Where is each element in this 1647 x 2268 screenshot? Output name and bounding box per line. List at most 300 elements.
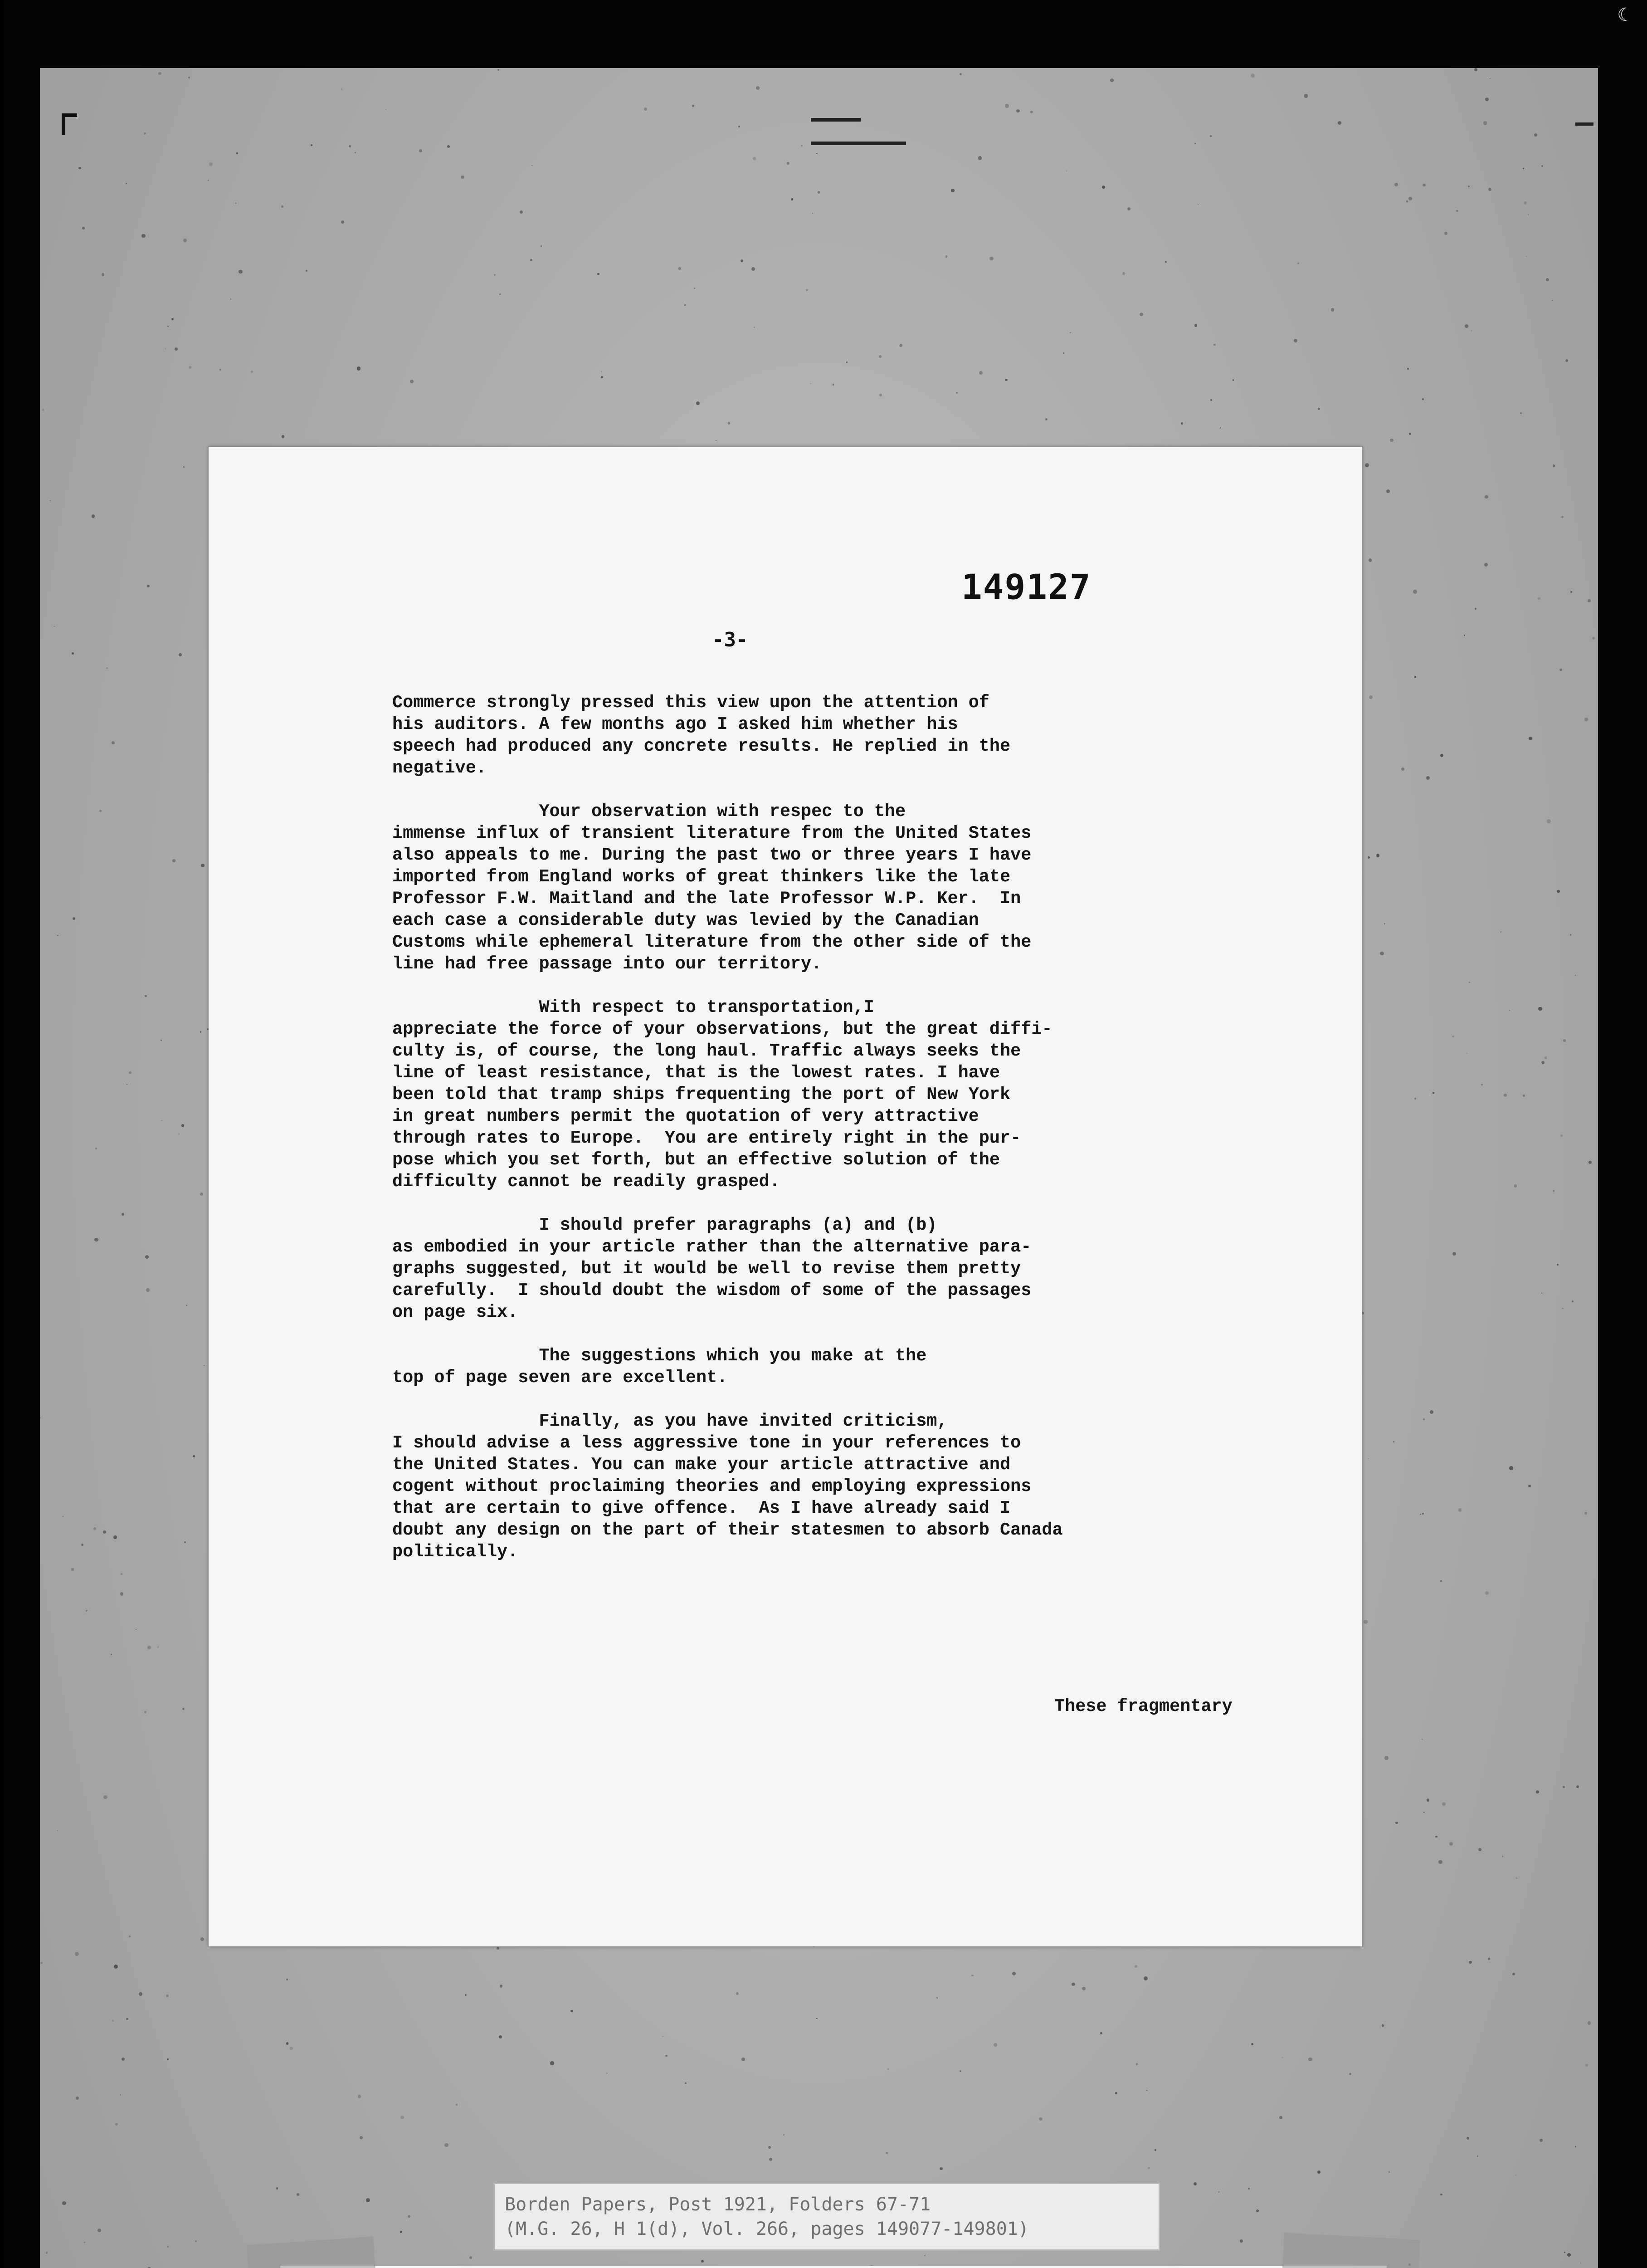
film-speck bbox=[113, 1535, 117, 1539]
film-speck bbox=[141, 234, 145, 238]
film-speck bbox=[1588, 2021, 1591, 2024]
film-speck bbox=[84, 2242, 85, 2243]
film-speck bbox=[1584, 718, 1588, 721]
film-speck bbox=[810, 383, 811, 384]
film-speck bbox=[469, 2256, 472, 2259]
text-line: through rates to Europe. You are entirely right in the pur- bbox=[392, 1128, 1021, 1148]
film-speck bbox=[276, 2187, 278, 2190]
film-speck bbox=[1376, 854, 1380, 857]
film-speck bbox=[1401, 767, 1404, 771]
film-speck bbox=[1414, 676, 1417, 678]
text-line: culty is, of course, the long haul. Traffic always seeks the bbox=[392, 1041, 1021, 1061]
top-registration-marks bbox=[811, 118, 906, 165]
film-speck bbox=[499, 2035, 502, 2038]
text-line: also appeals to me. During the past two or three years I have bbox=[392, 845, 1032, 865]
film-speck bbox=[166, 1994, 169, 1997]
film-speck bbox=[497, 1947, 499, 1949]
text-line: line had free passage into our territory. bbox=[392, 954, 822, 974]
film-speck bbox=[1380, 952, 1384, 955]
film-speck bbox=[183, 239, 187, 242]
film-speck bbox=[685, 2082, 686, 2084]
film-speck bbox=[1559, 669, 1562, 671]
film-speck bbox=[1282, 2057, 1283, 2058]
film-speck bbox=[1561, 516, 1564, 518]
film-speck bbox=[886, 2152, 887, 2154]
film-speck bbox=[1456, 210, 1458, 212]
film-speck bbox=[139, 1992, 142, 1996]
film-speck bbox=[1557, 890, 1559, 893]
film-speck bbox=[1444, 232, 1447, 235]
film-speck bbox=[1368, 1458, 1369, 1459]
film-speck bbox=[1477, 2156, 1478, 2157]
film-speck bbox=[145, 1255, 149, 1259]
film-speck bbox=[741, 259, 743, 262]
film-speck bbox=[494, 274, 496, 276]
film-speck bbox=[306, 270, 307, 272]
film-speck bbox=[73, 917, 75, 920]
film-speck bbox=[1440, 754, 1443, 757]
film-speck bbox=[167, 2058, 169, 2060]
film-speck bbox=[1552, 300, 1553, 301]
film-speck bbox=[120, 2094, 121, 2095]
film-speck bbox=[1072, 1983, 1075, 1986]
citation-line: Borden Papers, Post 1921, Folders 67-71 bbox=[505, 2194, 931, 2215]
film-speck bbox=[499, 293, 501, 295]
film-speck bbox=[1553, 464, 1555, 467]
film-speck bbox=[1526, 256, 1527, 257]
film-speck bbox=[360, 2136, 363, 2139]
film-speck bbox=[1430, 1410, 1433, 1414]
film-speck bbox=[1005, 379, 1007, 381]
film-speck bbox=[82, 227, 85, 230]
film-speck bbox=[236, 152, 238, 155]
film-speck bbox=[103, 1530, 106, 1533]
film-speck bbox=[1485, 495, 1488, 499]
film-speck bbox=[57, 1830, 58, 1831]
film-speck bbox=[1140, 313, 1143, 316]
film-speck bbox=[1422, 1513, 1424, 1515]
film-speck bbox=[408, 2215, 410, 2218]
film-speck bbox=[200, 1937, 204, 1941]
film-speck bbox=[1570, 591, 1572, 593]
film-speck bbox=[1368, 856, 1370, 859]
paragraph bbox=[392, 1214, 1326, 1323]
film-speck bbox=[1504, 1094, 1507, 1097]
film-speck bbox=[358, 2095, 361, 2098]
right-registration-mark bbox=[1575, 122, 1593, 126]
film-speck bbox=[945, 255, 948, 258]
film-speck bbox=[1297, 263, 1299, 264]
film-speck bbox=[701, 2260, 704, 2263]
film-speck bbox=[1194, 2182, 1197, 2185]
film-speck bbox=[1407, 368, 1409, 370]
film-speck bbox=[1194, 324, 1198, 327]
text-line: negative. bbox=[392, 758, 487, 778]
film-speck bbox=[1469, 1961, 1472, 1964]
film-speck bbox=[178, 1134, 180, 1135]
film-speck bbox=[956, 392, 958, 394]
film-speck bbox=[768, 2146, 771, 2149]
film-speck bbox=[1520, 412, 1522, 414]
film-speck bbox=[816, 153, 818, 154]
film-speck bbox=[1210, 399, 1212, 401]
film-speck bbox=[1534, 133, 1537, 137]
film-speck bbox=[93, 1527, 96, 1530]
film-speck bbox=[1135, 1965, 1137, 1968]
film-speck bbox=[1213, 344, 1216, 346]
film-speck bbox=[1484, 563, 1488, 567]
film-speck bbox=[1218, 2191, 1219, 2192]
film-speck bbox=[1592, 637, 1595, 640]
film-speck bbox=[1384, 923, 1385, 924]
film-corner-mark: ☾ bbox=[1617, 5, 1633, 25]
film-speck bbox=[465, 1994, 467, 1996]
film-speck bbox=[1541, 1292, 1543, 1294]
text-line: With respect to transportation,I bbox=[392, 997, 874, 1017]
film-speck bbox=[161, 1120, 162, 1121]
film-speck bbox=[1541, 1061, 1545, 1064]
film-speck bbox=[1488, 188, 1491, 191]
film-speck bbox=[1194, 143, 1196, 144]
text-line: graphs suggested, but it would be well to revise them pretty bbox=[392, 1259, 1021, 1279]
paragraph bbox=[392, 801, 1326, 975]
film-speck bbox=[1529, 737, 1532, 740]
film-speck bbox=[1560, 1134, 1563, 1137]
film-speck bbox=[46, 2252, 48, 2254]
film-speck bbox=[1538, 597, 1540, 600]
film-speck bbox=[99, 810, 102, 812]
corner-crop-mark bbox=[62, 113, 77, 135]
film-speck bbox=[1452, 1252, 1456, 1256]
film-speck bbox=[182, 1708, 185, 1710]
film-speck bbox=[1458, 1508, 1462, 1512]
film-speck bbox=[1575, 975, 1576, 976]
text-line: been told that tramp ships frequenting the port of New York bbox=[392, 1085, 1011, 1105]
text-line: Commerce strongly pressed this view upon the attention of bbox=[392, 693, 989, 713]
film-speck bbox=[1565, 359, 1568, 362]
text-line: Your observation with respec to the bbox=[392, 802, 906, 821]
film-speck bbox=[1471, 330, 1472, 331]
film-speck bbox=[94, 1238, 98, 1242]
film-speck bbox=[1317, 2170, 1321, 2174]
film-speck bbox=[171, 318, 174, 320]
film-speck bbox=[1039, 2117, 1043, 2121]
film-speck bbox=[147, 585, 150, 587]
text-line: cogent without proclaiming theories and employing expressions bbox=[392, 1476, 1032, 1496]
film-speck bbox=[1384, 1756, 1389, 1760]
film-speck bbox=[78, 167, 81, 169]
film-speck bbox=[1248, 2188, 1250, 2190]
film-speck bbox=[286, 1979, 288, 1980]
film-speck bbox=[1516, 1877, 1517, 1879]
citation-line: (M.G. 26, H 1(d), Vol. 266, pages 149077-149801) bbox=[505, 2219, 1029, 2239]
film-speck bbox=[1545, 1056, 1547, 1059]
film-speck bbox=[1393, 1441, 1394, 1442]
film-speck bbox=[1016, 109, 1020, 113]
film-speck bbox=[1502, 1856, 1503, 1857]
film-speck bbox=[81, 1544, 83, 1546]
film-speck bbox=[129, 1071, 132, 1074]
text-line: I should prefer paragraphs (a) and (b) bbox=[392, 1215, 937, 1235]
film-speck bbox=[1485, 98, 1489, 102]
film-speck bbox=[994, 2043, 997, 2046]
film-speck bbox=[112, 2020, 114, 2022]
film-speck bbox=[1523, 1095, 1525, 1097]
film-speck bbox=[979, 371, 983, 375]
film-speck bbox=[1082, 1987, 1086, 1990]
letter-body bbox=[392, 692, 1326, 1584]
film-speck bbox=[736, 1992, 739, 1995]
closing-line: These fragmentary bbox=[1054, 1696, 1233, 1716]
document-page bbox=[209, 447, 1362, 1946]
film-speck bbox=[157, 1646, 159, 1648]
film-speck bbox=[1251, 2043, 1253, 2045]
film-speck bbox=[115, 2123, 118, 2126]
film-speck bbox=[1414, 1098, 1416, 1100]
film-speck bbox=[1294, 339, 1297, 342]
film-speck bbox=[1541, 165, 1543, 167]
film-speck bbox=[1488, 1958, 1490, 1960]
film-speck bbox=[195, 2240, 197, 2242]
film-speck bbox=[1509, 1010, 1510, 1011]
film-speck bbox=[76, 2097, 79, 2100]
film-speck bbox=[126, 2018, 128, 2020]
film-speck bbox=[456, 2104, 458, 2106]
film-speck bbox=[791, 198, 793, 200]
film-speck bbox=[290, 2047, 293, 2050]
film-speck bbox=[1115, 2092, 1117, 2094]
text-line: on page six. bbox=[392, 1302, 518, 1322]
film-speck bbox=[146, 1288, 150, 1292]
film-speck bbox=[1585, 2064, 1588, 2067]
film-speck bbox=[158, 72, 161, 75]
film-speck bbox=[1369, 695, 1373, 699]
text-line: I should advise a less aggressive tone in your references to bbox=[392, 1433, 1021, 1453]
film-speck bbox=[951, 189, 955, 192]
film-speck bbox=[846, 362, 848, 363]
film-speck bbox=[741, 2058, 745, 2061]
text-line: that are certain to give offence. As I have already said I bbox=[392, 1498, 1011, 1518]
film-speck bbox=[1536, 1790, 1539, 1794]
film-speck bbox=[1422, 398, 1424, 400]
film-speck bbox=[1546, 278, 1549, 281]
film-speck bbox=[1481, 1084, 1482, 1085]
film-speck bbox=[179, 653, 181, 656]
film-speck bbox=[1413, 590, 1417, 594]
text-line: imported from England works of great thinkers like the late bbox=[392, 867, 1011, 887]
film-speck bbox=[1251, 73, 1255, 78]
film-speck bbox=[400, 2116, 404, 2119]
film-speck bbox=[1468, 186, 1470, 187]
film-speck bbox=[461, 176, 464, 179]
film-speck bbox=[1440, 1580, 1442, 1582]
film-speck bbox=[1148, 2167, 1150, 2169]
film-speck bbox=[1304, 94, 1308, 98]
film-speck bbox=[978, 156, 982, 160]
film-speck bbox=[1165, 261, 1166, 263]
film-speck bbox=[1562, 1308, 1563, 1309]
citation-strip bbox=[493, 2183, 1160, 2251]
film-speck bbox=[1318, 408, 1320, 410]
film-speck bbox=[1066, 170, 1067, 171]
film-speck bbox=[801, 145, 803, 147]
archive-label-card bbox=[280, 2266, 1387, 2268]
film-speck bbox=[1127, 207, 1130, 210]
text-line: each case a considerable duty was levied by the Canadian bbox=[392, 910, 979, 930]
text-line: carefully. I should doubt the wisdom of some of the passages bbox=[392, 1281, 1032, 1300]
film-speck bbox=[550, 2061, 554, 2065]
film-speck bbox=[1427, 1799, 1430, 1802]
film-speck bbox=[1438, 1860, 1442, 1864]
film-speck bbox=[816, 2018, 818, 2019]
film-speck bbox=[1331, 308, 1335, 312]
film-speck bbox=[239, 270, 243, 274]
film-speck bbox=[1382, 2024, 1384, 2026]
film-speck bbox=[1512, 1973, 1515, 1975]
film-speck bbox=[209, 162, 213, 166]
film-speck bbox=[175, 347, 178, 351]
film-speck bbox=[1386, 489, 1390, 493]
film-speck bbox=[1575, 2146, 1576, 2147]
film-speck bbox=[40, 1962, 43, 1964]
film-speck bbox=[1584, 1512, 1587, 1515]
film-speck bbox=[769, 2158, 772, 2161]
film-speck bbox=[1563, 1039, 1566, 1042]
film-speck bbox=[114, 1965, 118, 1969]
film-speck bbox=[1475, 608, 1476, 610]
film-speck bbox=[570, 2010, 573, 2012]
film-speck bbox=[281, 205, 283, 208]
film-speck bbox=[1279, 2116, 1282, 2119]
film-speck bbox=[899, 344, 902, 347]
film-speck bbox=[1256, 2209, 1259, 2212]
film-speck bbox=[960, 73, 962, 75]
film-speck bbox=[665, 2055, 668, 2057]
film-speck bbox=[1394, 183, 1398, 186]
film-speck bbox=[1240, 2239, 1243, 2243]
film-speck bbox=[751, 267, 755, 271]
text-line: Professor F.W. Maitland and the late Professor W.P. Ker. In bbox=[392, 889, 1021, 909]
film-speck bbox=[1005, 104, 1009, 108]
text-line: Customs while ephemeral literature from the other side of the bbox=[392, 932, 1032, 952]
film-speck bbox=[879, 355, 882, 358]
film-speck bbox=[1576, 1785, 1579, 1788]
film-speck bbox=[753, 157, 756, 160]
film-speck bbox=[936, 1997, 938, 1999]
film-speck bbox=[357, 367, 361, 371]
film-speck bbox=[1181, 422, 1183, 425]
film-speck bbox=[756, 86, 760, 90]
film-speck bbox=[1409, 433, 1411, 435]
film-speck bbox=[1423, 1812, 1425, 1813]
film-speck bbox=[186, 1305, 187, 1306]
film-speck bbox=[1146, 2090, 1147, 2091]
film-speck bbox=[783, 2134, 785, 2136]
film-speck bbox=[200, 1031, 201, 1032]
film-speck bbox=[444, 2143, 448, 2147]
film-speck bbox=[251, 371, 253, 373]
film-speck bbox=[1483, 121, 1487, 125]
film-speck bbox=[165, 348, 166, 349]
film-speck bbox=[42, 409, 44, 411]
film-speck bbox=[1523, 168, 1524, 169]
film-speck bbox=[341, 88, 342, 90]
film-speck bbox=[1070, 332, 1071, 333]
film-speck bbox=[812, 213, 813, 214]
film-speck bbox=[1564, 2252, 1565, 2253]
text-line: The suggestions which you make at the bbox=[392, 1346, 927, 1366]
film-speck bbox=[787, 162, 789, 165]
film-speck bbox=[167, 2246, 169, 2248]
film-speck bbox=[172, 859, 175, 862]
film-speck bbox=[385, 109, 386, 110]
film-speck bbox=[366, 2198, 370, 2202]
film-speck bbox=[1540, 2139, 1543, 2142]
film-speck bbox=[1572, 1300, 1574, 1302]
film-speck bbox=[97, 2229, 101, 2232]
film-speck bbox=[71, 1568, 73, 1570]
film-speck bbox=[341, 220, 344, 224]
film-speck bbox=[696, 401, 700, 405]
text-line: difficulty cannot be readily grasped. bbox=[392, 1172, 780, 1192]
film-speck bbox=[1452, 1036, 1454, 1038]
text-line: the United States. You can make your article attractive and bbox=[392, 1455, 1011, 1475]
film-speck bbox=[1233, 379, 1234, 381]
film-speck bbox=[219, 369, 221, 371]
film-speck bbox=[400, 2231, 402, 2233]
film-speck bbox=[1524, 201, 1527, 205]
film-speck bbox=[692, 105, 694, 107]
film-speck bbox=[530, 259, 532, 261]
film-speck bbox=[112, 741, 115, 744]
film-speck bbox=[1390, 439, 1393, 442]
film-speck bbox=[286, 2042, 289, 2045]
film-speck bbox=[1423, 1418, 1425, 1420]
film-speck bbox=[1122, 272, 1125, 275]
text-line: Finally, as you have invited criticism, bbox=[392, 1411, 948, 1431]
film-speck bbox=[167, 326, 168, 327]
film-speck bbox=[122, 2058, 125, 2061]
film-speck bbox=[1528, 214, 1529, 215]
film-speck bbox=[235, 203, 236, 204]
film-speck bbox=[497, 69, 499, 71]
film-speck bbox=[102, 273, 105, 276]
film-speck bbox=[1030, 111, 1033, 113]
film-speck bbox=[1426, 776, 1430, 780]
film-speck bbox=[95, 1148, 97, 1149]
film-speck bbox=[1501, 931, 1502, 933]
film-speck bbox=[188, 77, 190, 78]
film-speck bbox=[1220, 427, 1221, 428]
film-speck bbox=[924, 2255, 926, 2256]
film-speck bbox=[1423, 184, 1425, 186]
film-speck bbox=[1474, 68, 1477, 71]
film-speck bbox=[92, 514, 95, 518]
page-sequence: -3- bbox=[712, 628, 748, 651]
film-speck bbox=[520, 210, 523, 214]
film-speck bbox=[1422, 1739, 1423, 1740]
film-speck bbox=[684, 304, 686, 306]
film-speck bbox=[833, 384, 834, 385]
film-speck bbox=[960, 2070, 961, 2072]
film-speck bbox=[1369, 558, 1372, 562]
film-speck bbox=[208, 180, 209, 181]
text-line: appreciate the force of your observations, but the great diffi- bbox=[392, 1019, 1053, 1039]
film-speck bbox=[1553, 1190, 1555, 1192]
film-speck bbox=[500, 1984, 503, 1988]
film-speck bbox=[72, 652, 74, 655]
film-speck bbox=[1570, 934, 1571, 935]
